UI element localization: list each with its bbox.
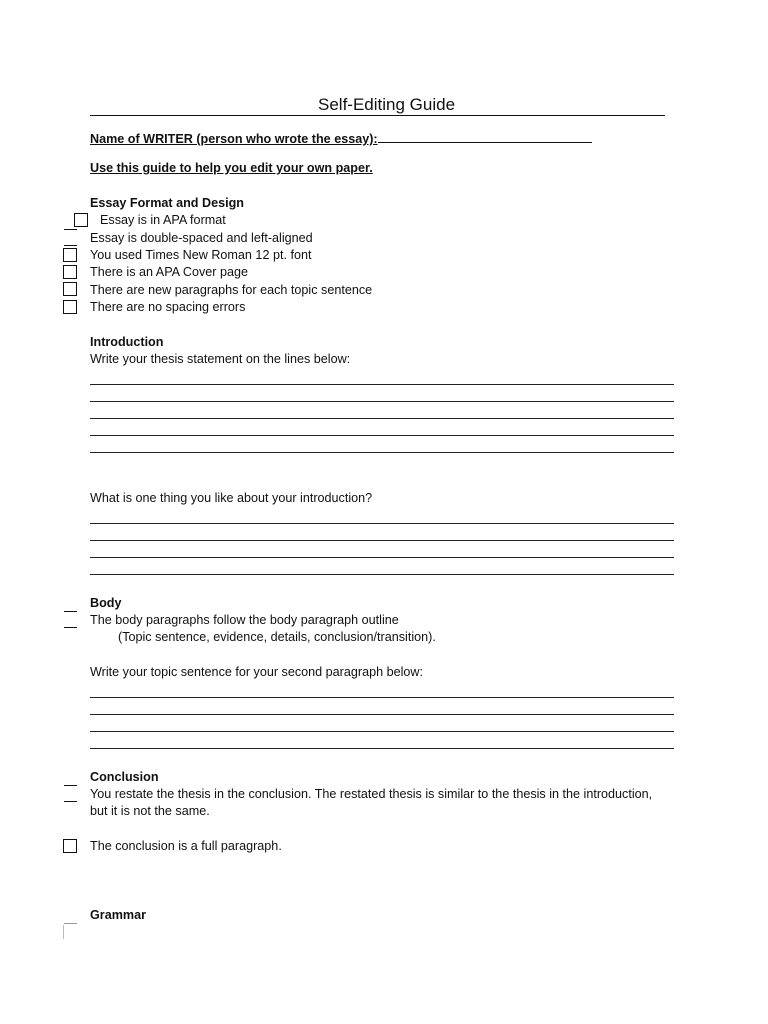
topic-line-4[interactable] xyxy=(90,748,674,749)
writer-label: Name of WRITER (person who wrote the essay): xyxy=(90,132,378,146)
format-checkbox-5[interactable] xyxy=(63,282,77,296)
title-block xyxy=(90,95,665,117)
conclusion-dash-1 xyxy=(64,785,77,786)
format-item-1: Essay is in APA format xyxy=(100,213,226,227)
conclusion-checkbox[interactable] xyxy=(63,839,77,853)
grammar-checkbox-edge xyxy=(63,925,64,939)
format-item-5: There are new paragraphs for each topic sentence xyxy=(90,283,373,297)
body-heading: Body xyxy=(90,596,122,610)
format-item-3: You used Times New Roman 12 pt. font xyxy=(90,248,312,262)
conclusion-heading: Conclusion xyxy=(90,770,159,784)
thesis-line-5[interactable] xyxy=(90,452,674,453)
title-rule xyxy=(90,115,665,116)
body-dash-1 xyxy=(64,611,77,612)
conclusion-dash-2[interactable] xyxy=(64,801,77,802)
thesis-line-4[interactable] xyxy=(90,435,674,436)
like-line-2[interactable] xyxy=(90,540,674,541)
conclusion-item-line1: You restate the thesis in the conclusion. The restated thesis is similar to the thesis in the introduction, xyxy=(90,787,653,801)
topic-line-2[interactable] xyxy=(90,714,674,715)
like-line-1[interactable] xyxy=(90,523,674,524)
writer-name-line[interactable] xyxy=(378,132,592,143)
intro-heading: Introduction xyxy=(90,335,164,349)
intro-prompt-like: What is one thing you like about your introduction? xyxy=(90,491,373,505)
conclusion-item-2: The conclusion is a full paragraph. xyxy=(90,839,282,853)
topic-line-1[interactable] xyxy=(90,697,674,698)
format-dash-2 xyxy=(64,245,77,246)
format-item-4: There is an APA Cover page xyxy=(90,265,248,279)
thesis-line-1[interactable] xyxy=(90,384,674,385)
like-line-3[interactable] xyxy=(90,557,674,558)
format-checkbox-3[interactable] xyxy=(63,248,77,262)
topic-line-3[interactable] xyxy=(90,731,674,732)
grammar-heading: Grammar xyxy=(90,908,147,922)
intro-prompt-thesis: Write your thesis statement on the lines below: xyxy=(90,352,351,366)
body-dash-2[interactable] xyxy=(64,627,77,628)
conclusion-item-line2: but it is not the same. xyxy=(90,804,210,818)
page-title: Self-Editing Guide xyxy=(318,95,456,114)
body-item: The body paragraphs follow the body paragraph outline xyxy=(90,613,399,627)
body-prompt: Write your topic sentence for your second paragraph below: xyxy=(90,665,423,679)
format-heading: Essay Format and Design xyxy=(90,196,244,210)
format-item-2: Essay is double-spaced and left-aligned xyxy=(90,231,313,245)
writer-field xyxy=(90,132,592,146)
body-item-detail: (Topic sentence, evidence, details, conclusion/transition). xyxy=(118,630,436,644)
format-dash-1 xyxy=(64,229,77,230)
grammar-dash[interactable] xyxy=(64,923,77,924)
thesis-line-2[interactable] xyxy=(90,401,674,402)
format-checkbox-1[interactable] xyxy=(74,213,88,227)
format-checkbox-4[interactable] xyxy=(63,265,77,279)
thesis-line-3[interactable] xyxy=(90,418,674,419)
format-item-6: There are no spacing errors xyxy=(90,300,246,314)
instruction-text: Use this guide to help you edit your own paper. xyxy=(90,161,373,175)
format-checkbox-6[interactable] xyxy=(63,300,77,314)
like-line-4[interactable] xyxy=(90,574,674,575)
